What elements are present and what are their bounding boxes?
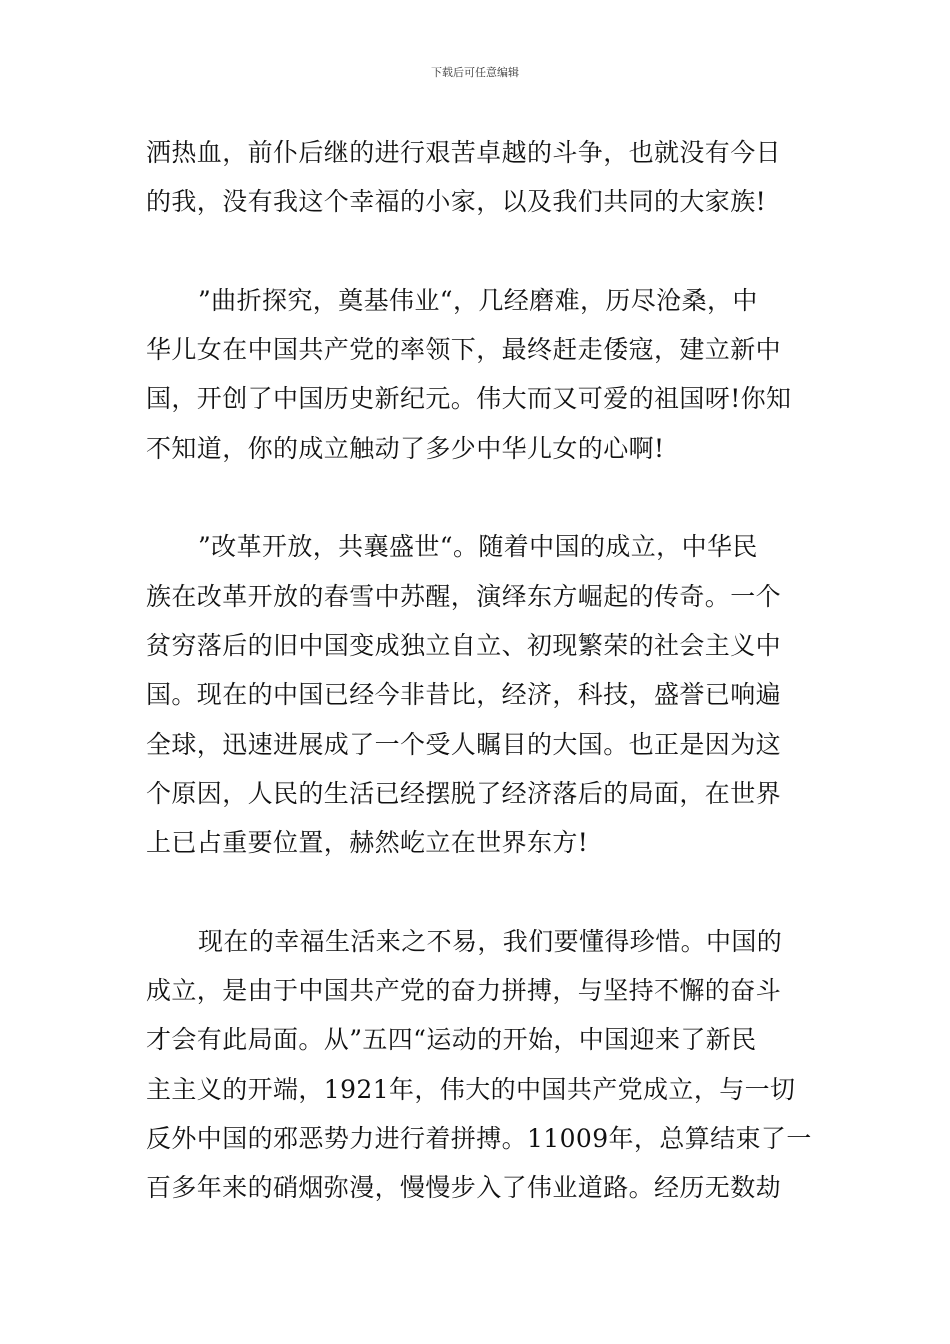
paragraph-3 — [146, 522, 806, 867]
paragraph-line: ”改革开放，共襄盛世“。随着中国的成立，中华民 — [198, 532, 758, 562]
paragraph-line: 上已占重要位置，赫然屹立在世界东方! — [146, 828, 589, 858]
paragraph-line: 洒热血，前仆后继的进行艰苦卓越的斗争，也就没有今日 — [146, 138, 782, 167]
paragraph-2 — [146, 276, 806, 473]
paragraph-gap — [146, 867, 806, 916]
paragraph-line: 现在的幸福生活来之不易，我们要懂得珍惜。中国的 — [198, 926, 783, 956]
paragraph-gap — [146, 227, 806, 276]
paragraph-line: 百多年来的硝烟弥漫，慢慢步入了伟业道路。经历无数劫 — [146, 1173, 782, 1203]
paragraph-line: 成立，是由于中国共产党的奋力拼搏，与坚持不懈的奋斗 — [146, 976, 782, 1006]
paragraph-line: 全球，迅速进展成了一个受人瞩目的大国。也正是因为这 — [146, 729, 782, 759]
paragraph-line: 不知道，你的成立触动了多少中华儿女的心啊! — [146, 433, 665, 463]
paragraph-line: 才会有此局面。从”五四“运动的开始，中国迎来了新民 — [146, 1025, 757, 1055]
paragraph-line: 族在改革开放的春雪中苏醒，演绎东方崛起的传奇。一个 — [146, 581, 782, 611]
paragraph-line: 国，开创了中国历史新纪元。伟大而又可爱的祖国呀!你知 — [146, 384, 792, 414]
paragraph-line: ”曲折探究，奠基伟业“，几经磨难，历尽沧桑，中 — [198, 285, 758, 315]
paragraph-line: 国。现在的中国已经今非昔比，经济，科技，盛誉已响遍 — [146, 680, 782, 710]
paragraph-line: 个原因，人民的生活已经摆脱了经济落后的局面，在世界 — [146, 778, 782, 808]
page-header: 下载后可任意编辑 — [431, 66, 519, 79]
paragraph-line: 贫穷落后的旧中国变成独立自立、初现繁荣的社会主义中 — [146, 630, 782, 660]
paragraph-4 — [146, 917, 812, 1213]
paragraph-line: 华儿女在中国共产党的率领下，最终赶走倭寇，建立新中 — [146, 335, 782, 365]
paragraph-1 — [146, 128, 806, 227]
paragraph-line: 主主义的开端，1921年，伟大的中国共产党成立，与一切 — [146, 1074, 796, 1104]
paragraph-line: 反外中国的邪恶势力进行着拼搏。11009年，总算结束了一 — [146, 1123, 812, 1153]
document-body — [146, 128, 812, 1213]
paragraph-line: 的我，没有我这个幸福的小家，以及我们共同的大家族! — [146, 187, 767, 217]
paragraph-gap — [146, 473, 806, 522]
